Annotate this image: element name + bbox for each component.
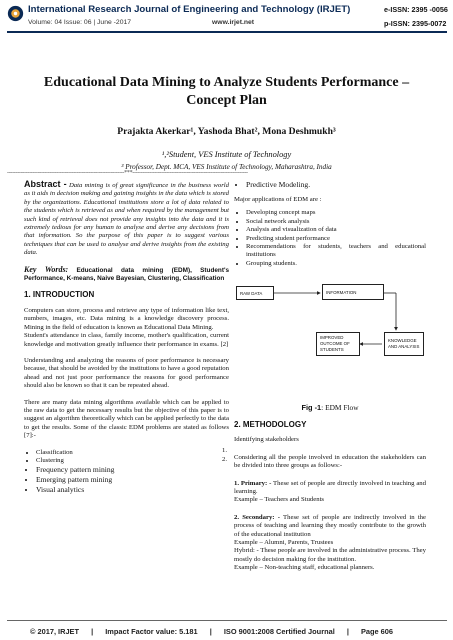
list-item: • Emerging pattern mining bbox=[36, 475, 229, 485]
keywords bbox=[24, 266, 229, 284]
edm-problems-list bbox=[24, 449, 229, 466]
figure-caption bbox=[234, 403, 426, 412]
edm-flow-figure bbox=[236, 286, 426, 386]
intro-paragraph-2: Student's attendance in class, family income, mother's qualification, current knowledge and motivation greatly influence their performance in exams. [2] bbox=[24, 332, 229, 348]
figure-caption-text: : EDM Flow bbox=[321, 403, 359, 412]
list-item: • Predictive Modeling. bbox=[246, 180, 426, 190]
flow-box-knowledge-analysis: KNOWLEDGE AND ANALYSIS bbox=[384, 332, 424, 356]
abstract-label: Abstract - bbox=[24, 179, 67, 189]
figure-caption-label: Fig -1 bbox=[301, 403, 322, 412]
secondary-stakeholders bbox=[234, 514, 426, 539]
secondary-label: 2. Secondary: - bbox=[234, 513, 280, 521]
affiliation-professor: ³ Professor, Dept. MCA, VES Institute of Technology, Maharashtra, India bbox=[121, 163, 332, 171]
abstract bbox=[24, 180, 229, 258]
list-item: • Analysis and visualization of data bbox=[246, 226, 426, 234]
footer-rule bbox=[7, 620, 447, 621]
methodology-heading: 2. METHODOLOGY bbox=[234, 420, 307, 429]
right-column bbox=[234, 180, 426, 268]
edm-problems-list-continued bbox=[24, 465, 229, 495]
paper-title: Educational Data Mining to Analyze Students Performance – Concept Plan bbox=[43, 75, 410, 108]
keywords-text: Educational data mining (EDM), Student's Performance, K-means, Naive Bayesian, Clustering, Classification bbox=[24, 266, 230, 283]
hybrid-stakeholders: Hybrid: - These people are involved in the administrative process. They mostly do decision making for the institution. bbox=[234, 547, 426, 563]
keywords-label: Key Words: bbox=[24, 264, 69, 274]
margin-marks bbox=[222, 446, 227, 464]
intro-heading: 1. INTRODUCTION bbox=[24, 290, 95, 300]
list-item: • Predicting student performance bbox=[246, 235, 426, 243]
paper-authors: Prajakta Akerkar¹, Yashoda Bhat², Mona Deshmukh³ bbox=[117, 126, 336, 137]
footer-iso: ISO 9001:2008 Certified Journal bbox=[223, 627, 335, 636]
flow-box-improved-outcome: IMPROVED OUTCOME OF STUDENTS bbox=[316, 332, 360, 356]
intro-paragraph-4: There are many data mining algorithms available which can be applied to the raw data to get the necessary results but the objective of this paper is to suggest an algorithm theoretically which can be applied perfectly to the data to get the results. Some of the classic EDM problems are stated as follows [7]:- bbox=[24, 398, 229, 440]
journal-url[interactable]: www.irjet.net bbox=[212, 19, 255, 26]
hybrid-example: Example – Non-teaching staff, educational planners. bbox=[234, 564, 375, 572]
abstract-text: Data mining is of great significance in the business world as it aids in decision making and gaining insights in the data which is stored by the organizations. Educational institutions store a lot of data related to the students which is retrieved as and when required by the management but such kind of retrieval does not provide any insights into the data and it is extremely tedious for any human to analyse and derive any decisions from that information. So the purpose of this paper is to suggest various techniques that can be used to analyse and derive insights from the existing data. bbox=[24, 182, 229, 257]
edm-problems-list-tail bbox=[234, 180, 426, 190]
e-issn: e-ISSN: 2395 -0056 bbox=[384, 5, 448, 14]
list-item: • Recommendations for students, teachers and educational institutions bbox=[246, 243, 426, 260]
list-item: • Clustering bbox=[36, 457, 229, 465]
list-item: • Grouping students. bbox=[246, 260, 426, 268]
header-rule bbox=[7, 31, 447, 33]
primary-text: These set of people are directly involved in teaching and learning. bbox=[234, 479, 426, 496]
journal-name: International Research Journal of Engineering and Technology (IRJET) bbox=[28, 4, 351, 15]
intro-paragraph-3: Understanding and analyzing the reasons of poor performance is necessary because, that should be avoided by the institutions to have a good reputation ahead and not just poor performance the reasons for good performance should also be known so that it can be repeated ahead. bbox=[24, 356, 229, 390]
applications-heading: Major applications of EDM are : bbox=[234, 196, 322, 203]
flow-box-raw-data: RAW DATA bbox=[236, 286, 274, 300]
primary-example: Example – Teachers and Students bbox=[234, 496, 325, 504]
primary-label: 1. Primary: - bbox=[234, 479, 272, 487]
footer-copyright: © 2017, IRJET bbox=[30, 627, 79, 636]
intro-paragraph-1: Computers can store, process and retrieve any type of information like text, numbers, images, etc. Data mining is a knowledge discovery process. Mining in the field of education is known as Educational Data Mining. bbox=[24, 306, 229, 331]
applications-list bbox=[234, 209, 426, 268]
stakeholders-intro: Considering all the people involved in education the stakeholders can be divided into three groups as follows:- bbox=[234, 453, 426, 470]
list-item: • Social network analysis bbox=[246, 218, 426, 226]
list-item: • Classification bbox=[36, 449, 229, 457]
margin-mark: 2. bbox=[222, 456, 228, 463]
irjet-logo bbox=[7, 5, 24, 22]
footer-page: Page 606 bbox=[360, 627, 394, 636]
p-issn: p-ISSN: 2395-0072 bbox=[384, 19, 447, 28]
secondary-example: Example – Alumni, Parents, Trustees bbox=[234, 539, 334, 547]
list-item: • Frequency pattern mining bbox=[36, 465, 229, 475]
affiliation-students: ¹,²Student, VES Institute of Technology bbox=[161, 150, 292, 159]
identify-stakeholders: Identifying stakeholders bbox=[234, 436, 299, 444]
list-item: • Developing concept maps bbox=[246, 209, 426, 217]
flow-box-information: INFORMATION bbox=[322, 284, 384, 300]
left-column bbox=[24, 180, 229, 495]
secondary-text: These set of people are indirectly involved in the process of teaching and learning they mostly contribute to the growth of the educational institution bbox=[234, 513, 426, 538]
page-footer: © 2017, IRJET | Impact Factor value: 5.181 | ISO 9001:2008 Certified Journal | Page 606 bbox=[30, 627, 394, 636]
section-separator: ---------------------------------------------------------------------***-------------------------------------------------------------------- bbox=[7, 170, 248, 176]
list-item: • Visual analytics bbox=[36, 485, 229, 495]
primary-stakeholders bbox=[234, 480, 426, 497]
journal-volume: Volume: 04 Issue: 06 | June -2017 bbox=[28, 19, 132, 26]
methodology-section bbox=[234, 421, 426, 573]
margin-mark: 1. bbox=[222, 447, 228, 454]
footer-impact: Impact Factor value: 5.181 bbox=[105, 627, 198, 636]
